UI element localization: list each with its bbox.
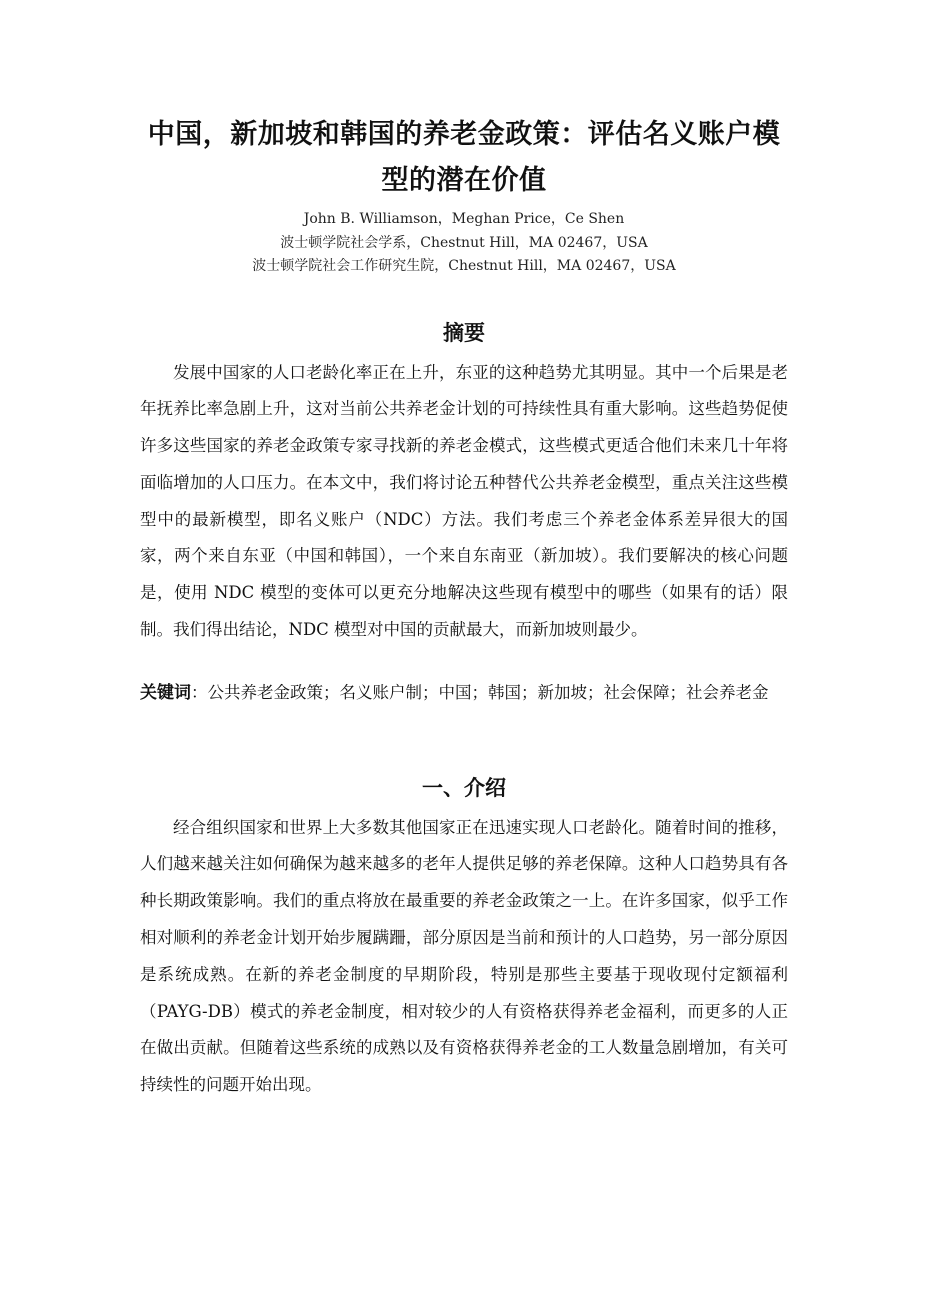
author-list: John B. Williamson，Meghan Price，Ce Shen [303,211,625,227]
affiliation-1: 波士顿学院社会学系，Chestnut Hill，MA 02467，USA [280,234,648,251]
intro-heading: 一、介绍 [422,775,506,800]
paper-page [140,112,788,1104]
keywords-label: 关键词 [140,682,191,703]
abstract-body: 发展中国家的人口老龄化率正在上升，东亚的这种趋势尤其明显。其中一个后果是老年抚养比率急剧上升，这对当前公共养老金计划的可持续性具有重大影响。这些趋势促使许多这些国家的养老金政策专家寻找新的养老金模式，这些模式更适合他们未来几十年将面临增加的人口压力。在本文中，我们将讨论五种替代公共养老金模型，重点关注这些模型中的最新模型，即名义账户（NDC）方法。我们考虑三个养老金体系差异很大的国家，两个来自东亚（中国和韩国），一个来自东南亚（新加坡）。我们要解决的核心问题是，使用 NDC 模型的变体可以更充分地解决这些现有模型中的哪些（如果有的话）限制。我们得出结论，NDC 模型对中国的贡献最大，而新加坡则最少。 [140,362,788,640]
keywords-line [140,675,788,712]
affiliation-2: 波士顿学院社会工作研究生院，Chestnut Hill，MA 02467，USA [252,258,676,274]
paper-title: 中国，新加坡和韩国的养老金政策：评估名义账户模型的潜在价值 [147,119,781,196]
keywords-separator: ： [191,682,208,702]
keywords-text: 公共养老金政策；名义账户制；中国；韩国；新加坡；社会保障；社会养老金 [207,682,769,702]
author-block [140,208,788,279]
abstract-heading: 摘要 [443,320,485,345]
intro-body: 经合组织国家和世界上大多数其他国家正在迅速实现人口老龄化。随着时间的推移，人们越来越关注如何确保为越来越多的老年人提供足够的养老保障。这种人口趋势具有各种长期政策影响。我们的重点将放在最重要的养老金政策之一上。在许多国家，似乎工作相对顺利的养老金计划开始步履蹒跚，部分原因是当前和预计的人口趋势，另一部分原因是系统成熟。在新的养老金制度的早期阶段，特别是那些主要基于现收现付定额福利（PAYG-DB）模式的养老金制度，相对较少的人有资格获得养老金福利，而更多的人正在做出贡献。但随着这些系统的成熟以及有资格获得养老金的工人数量急剧增加，有关可持续性的问题开始出现。 [140,817,788,1095]
